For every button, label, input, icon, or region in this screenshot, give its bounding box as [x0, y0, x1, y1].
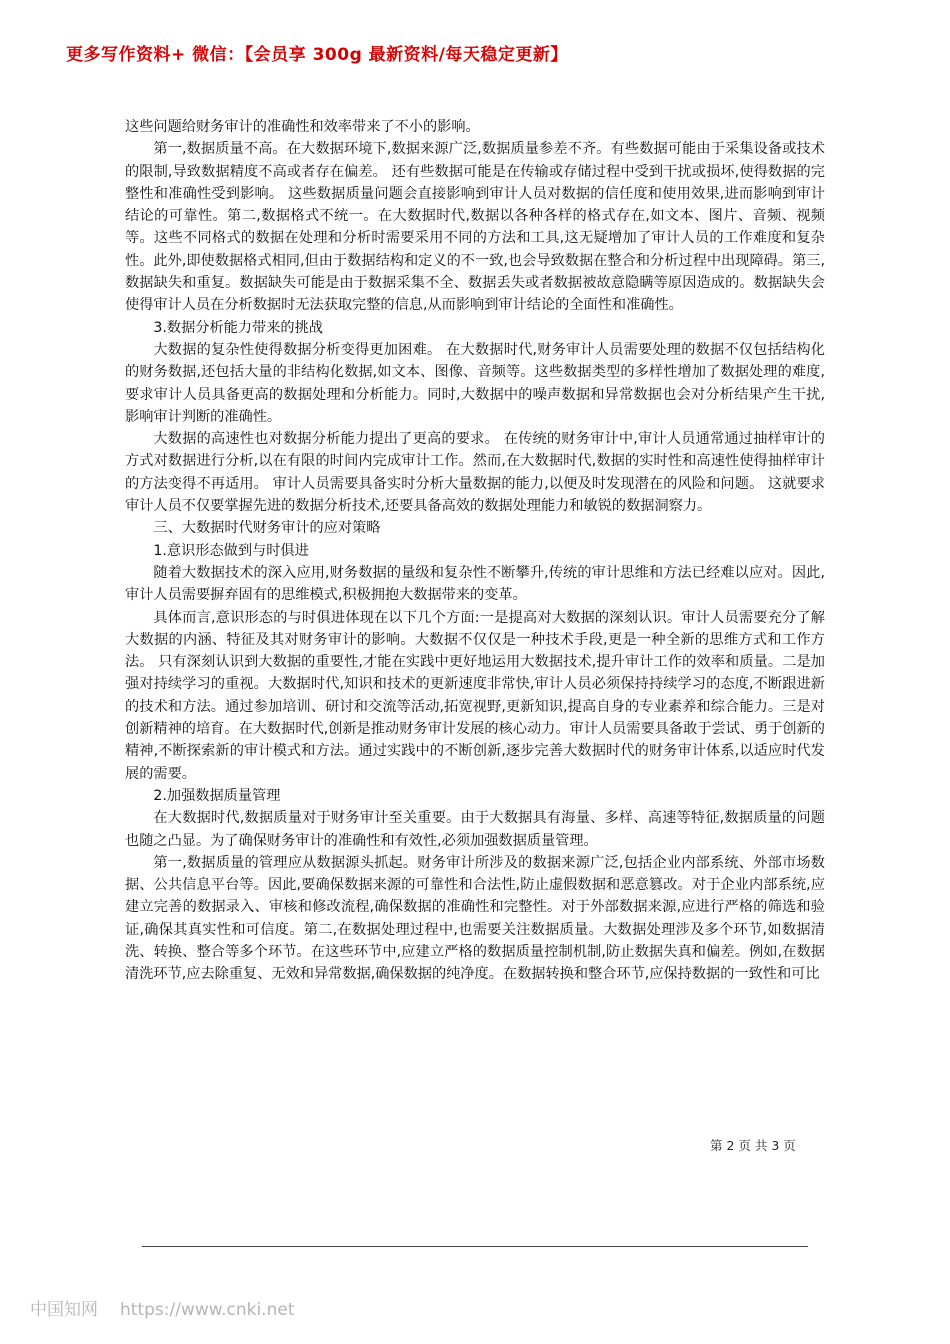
paragraph-velocity: 大数据的高速性也对数据分析能力提出了更高的要求。 在传统的财务审计中,审计人员通常通过抽样审计的方式对数据进行分析,以在有限的时间内完成审计工作。然而,在大数据时代,数据的实时性和高速性使得抽样审计的方法变得不再适用。 审计人员需要具备实时分析大量数据的能力,以便及时发现潜在的风险和问题。 这就要求审计人员不仅要掌握先进的数据分析技术,还要具备高效的数据处理能力和敏锐的数据洞察力。: [125, 431, 825, 515]
watermark: [30, 1295, 316, 1320]
promo-banner: 更多写作资料+ 微信：【会员享 300g 最新资料/每天稳定更新】: [66, 45, 568, 65]
subheading-analysis-challenge: 3.数据分析能力带来的挑战: [153, 319, 323, 336]
page-number: 第 2 页 共 3 页: [710, 1138, 796, 1153]
paragraph-continuation: 这些问题给财务审计的准确性和效率带来了不小的影响。: [125, 119, 480, 135]
watermark-url: https://www.cnki.net: [120, 1300, 295, 1320]
subheading-data-quality-management: 2.加强数据质量管理: [153, 787, 281, 804]
subheading-ideology: 1.意识形态做到与时俱进: [153, 542, 309, 559]
section-heading-strategies: 三、大数据时代财务审计的应对策略: [153, 520, 381, 537]
paragraph-complexity: 大数据的复杂性使得数据分析变得更加困难。 在大数据时代,财务审计人员需要处理的数据不仅包括结构化的财务数据,还包括大量的非结构化数据,如文本、图像、音频等。这些数据类型的多样性增加了数据处理的难度,要求审计人员具备更高的数据处理和分析能力。同时,大数据中的噪声数据和异常数据也会对分析结果产生干扰,影响审计判断的准确性。: [125, 341, 825, 425]
paragraph-ideology-intro: 随着大数据技术的深入应用,财务数据的量级和复杂性不断攀升,传统的审计思维和方法已经难以应对。因此,审计人员需要摒弃固有的思维模式,积极拥抱大数据带来的变革。: [125, 564, 825, 604]
watermark-site-name: 中国知网: [30, 1300, 98, 1320]
paragraph-data-quality-issues: 第一,数据质量不高。在大数据环境下,数据来源广泛,数据质量参差不齐。有些数据可能由于采集设备或技术的限制,导致数据精度不高或者存在偏差。 还有些数据可能是在传输或存储过程中受到干扰或损坏,使得数据的完整性和准确性受到影响。 这些数据质量问题会直接影响到审计人员对数据的信任度和使用效果,进而影响到审计结论的可靠性。第二,数据格式不统一。在大数据时代,数据以各种各样的格式存在,如文本、图片、音频、视频等。这些不同格式的数据在处理和分析时需要采用不同的方法和工具,这无疑增加了审计人员的工作难度和复杂性。此外,即使数据格式相同,但由于数据结构和定义的不一致,也会导致数据在整合和分析过程中出现障碍。第三,数据缺失和重复。数据缺失可能是由于数据采集不全、数据丢失或者数据被故意隐瞒等原因造成的。数据缺失会使得审计人员在分析数据时无法获取完整的信息,从而影响到审计结论的全面性和准确性。: [125, 141, 825, 314]
paragraph-quality-intro: 在大数据时代,数据质量对于财务审计至关重要。由于大数据具有海量、多样、高速等特征,数据质量的问题也随之凸显。为了确保财务审计的准确性和有效性,必须加强数据质量管理。: [125, 810, 825, 849]
paragraph-ideology-details: 具体而言,意识形态的与时俱进体现在以下几个方面:一是提高对大数据的深刻认识。审计人员需要充分了解大数据的内涵、特征及其对财务审计的影响。大数据不仅仅是一种技术手段,更是一种全新的思维方式和工作方法。 只有深刻认识到大数据的重要性,才能在实践中更好地运用大数据技术,提升审计工作的效率和质量。二是加强对持续学习的重视。大数据时代,知识和技术的更新速度非常快,审计人员必须保持持续学习的态度,不断跟进新的技术和方法。通过参加培训、研讨和交流等活动,拓宽视野,更新知识,提高自身的专业素养和综合能力。三是对创新精神的培育。在大数据时代,创新是推动财务审计发展的核心动力。审计人员需要具备敢于尝试、勇于创新的精神,不断探索新的审计模式和方法。通过实践中的不断创新,逐步完善大数据时代的财务审计体系,以适应时代发展的需要。: [125, 609, 825, 782]
document-body: [125, 116, 825, 986]
paragraph-quality-details: 第一,数据质量的管理应从数据源头抓起。财务审计所涉及的数据来源广泛,包括企业内部系统、外部市场数据、公共信息平台等。因此,要确保数据来源的可靠性和合法性,防止虚假数据和恶意篡改。对于企业内部系统,应建立完善的数据录入、审核和修改流程,确保数据的准确性和完整性。对于外部数据来源,应进行严格的筛选和验证,确保其真实性和可信度。第二,在数据处理过程中,也需要关注数据质量。大数据处理涉及多个环节,如数据清洗、转换、整合等多个环节。在这些环节中,应建立严格的数据质量控制机制,防止数据失真和偏差。例如,在数据清洗环节,应去除重复、无效和异常数据,确保数据的纯净度。在数据转换和整合环节,应保持数据的一致性和可比: [125, 854, 825, 983]
footer-divider: [142, 1246, 808, 1247]
